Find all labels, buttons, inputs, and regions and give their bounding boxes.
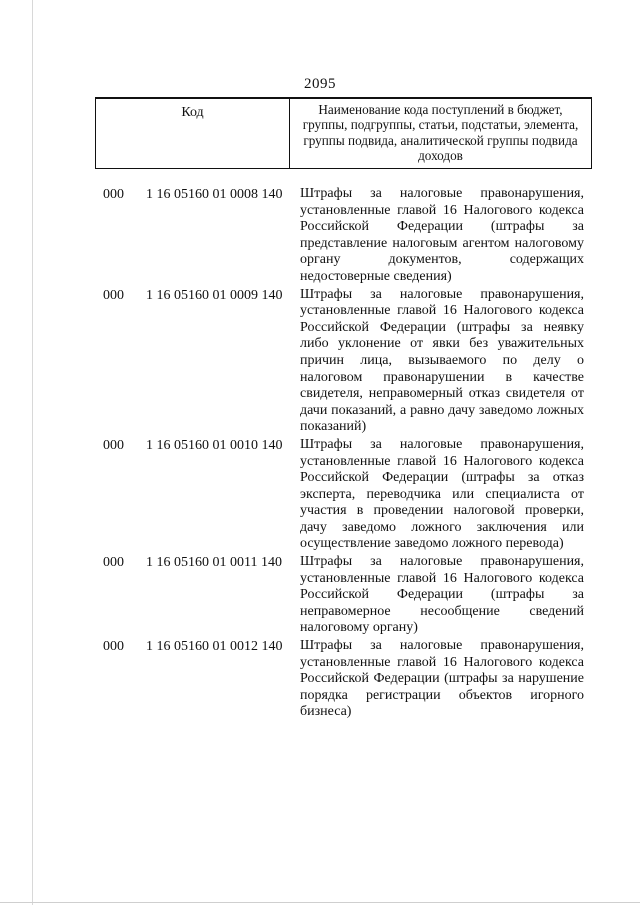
- row-revenue-code: 1 16 05160 01 0010 140: [146, 437, 283, 453]
- row-description: Штрафы за налоговые правонарушения, установленные главой 16 Налогового кодекса Российской Федерации (штрафы за неявку либо уклонение от явки без уважительных причин лица, вызываемого по делу о налоговом правонарушении в качестве свидетеля, неправомерный отказ свидетеля от дачи показаний, а равно дачу заведомо ложных показаний): [300, 286, 584, 435]
- row-revenue-code: 1 16 05160 01 0012 140: [146, 639, 283, 655]
- row-revenue-code: 1 16 05160 01 0011 140: [146, 555, 282, 571]
- table-row: [0, 638, 640, 721]
- table-body: [0, 186, 640, 721]
- header-code-label: Код: [181, 105, 204, 120]
- header-code-cell: [96, 99, 290, 168]
- table-row: [0, 186, 640, 286]
- row-admin-code: 000: [103, 287, 124, 303]
- row-admin-code: 000: [103, 437, 124, 453]
- row-admin-code: 000: [103, 639, 124, 655]
- table-row: [0, 287, 640, 436]
- row-description: Штрафы за налоговые правонарушения, установленные главой 16 Налогового кодекса Российской Федерации (штрафы за отказ эксперта, переводчика или специалиста от участия в проведении налоговой проверки, дачу заведомо ложного заключения или осуществление заведомо ложного перевода): [300, 436, 584, 552]
- table-row: [0, 437, 640, 553]
- header-name-label: Наименование кода поступлений в бюджет, группы, подгруппы, статьи, подстатьи, элемента, группы подвида, аналитической группы подвида доходов: [302, 102, 579, 163]
- row-revenue-code: 1 16 05160 01 0009 140: [146, 287, 283, 303]
- page-number: 2095: [304, 76, 336, 92]
- row-admin-code: 000: [103, 187, 124, 202]
- row-description: Штрафы за налоговые правонарушения, установленные главой 16 Налогового кодекса Российской Федерации (штрафы за нарушение порядка регистрации объектов игорного бизнеса): [300, 638, 584, 720]
- table-row: [0, 554, 640, 637]
- row-description: Штрафы за налоговые правонарушения, установленные главой 16 Налогового кодекса Российской Федерации (штрафы за неправомерное несообщение сведений налоговому органу): [300, 554, 584, 636]
- table-header: [95, 97, 592, 169]
- scan-bottom-line: [0, 902, 640, 903]
- row-revenue-code: 1 16 05160 01 0008 140: [146, 187, 283, 202]
- row-description: Штрафы за налоговые правонарушения, установленные главой 16 Налогового кодекса Российской Федерации (штрафы за представление налоговым агентом налоговому органу документов, содержащих недостоверные сведения): [300, 186, 584, 284]
- row-admin-code: 000: [103, 555, 124, 571]
